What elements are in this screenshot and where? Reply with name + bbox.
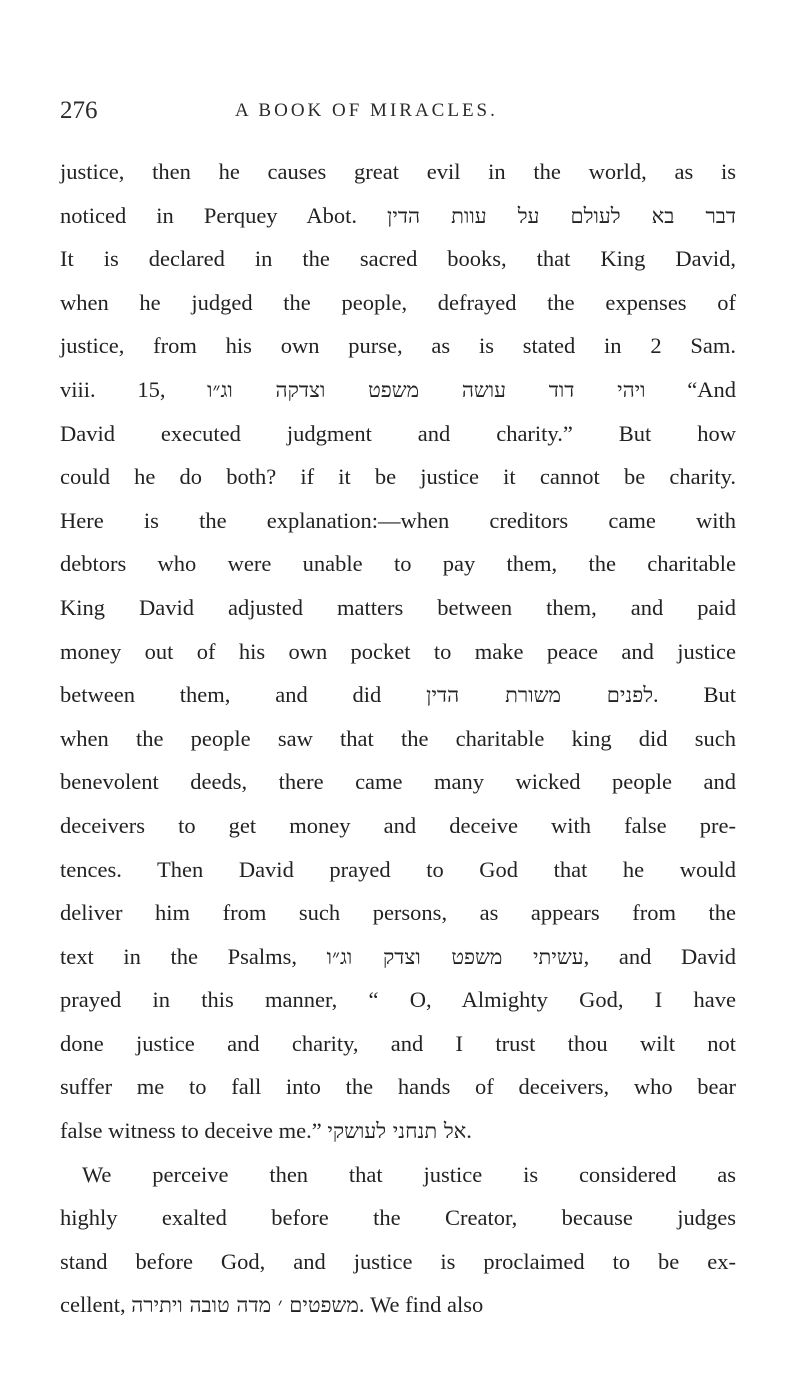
text-segment: done justice and charity, and I trust thou wilt not bbox=[60, 1030, 736, 1056]
hebrew-phrase: ויהי דוד עושה משפט וצדקה וג״ו bbox=[207, 377, 646, 402]
text-line bbox=[60, 150, 736, 194]
text-segment: highly exalted before the Creator, because judges bbox=[60, 1205, 736, 1231]
text-segment: . bbox=[466, 1118, 472, 1144]
text-segment: when he judged the people, defrayed the expenses of bbox=[60, 289, 736, 315]
text-segment: text in the Psalms, bbox=[60, 943, 327, 969]
text-line bbox=[60, 1022, 736, 1066]
text-segment: King David adjusted matters between them, and paid bbox=[60, 594, 736, 620]
text-line bbox=[60, 368, 736, 412]
hebrew-phrase: לפנים משורת הדין bbox=[426, 683, 654, 708]
text-segment: We perceive then that justice is considered as bbox=[82, 1161, 736, 1187]
text-line bbox=[60, 935, 736, 979]
text-line bbox=[60, 542, 736, 586]
text-line bbox=[60, 891, 736, 935]
running-title: A BOOK OF MIRACLES. bbox=[235, 100, 498, 121]
text-segment: could he do both? if it be justice it cannot be charity. bbox=[60, 464, 736, 490]
text-line bbox=[60, 237, 736, 281]
text-line bbox=[60, 1240, 736, 1284]
text-segment: cellent, bbox=[60, 1292, 132, 1318]
text-line bbox=[60, 1109, 736, 1153]
text-line bbox=[60, 848, 736, 892]
text-segment: false witness to deceive me.” bbox=[60, 1118, 328, 1144]
text-segment: stand before God, and justice is proclaimed to be ex- bbox=[60, 1248, 736, 1274]
text-segment: viii. 15, bbox=[60, 376, 208, 402]
text-line bbox=[60, 673, 736, 717]
text-line bbox=[60, 630, 736, 674]
text-segment: . We find also bbox=[358, 1292, 484, 1318]
text-line bbox=[60, 804, 736, 848]
text-line bbox=[60, 499, 736, 543]
text-segment: It is declared in the sacred books, that King David, bbox=[60, 246, 736, 272]
text-segment: Here is the explanation:—when creditors came with bbox=[60, 507, 736, 533]
text-line bbox=[60, 717, 736, 761]
text-line bbox=[60, 1065, 736, 1109]
text-line bbox=[60, 1196, 736, 1240]
running-head bbox=[60, 97, 740, 133]
text-segment: deliver him from such persons, as appears from the bbox=[60, 900, 736, 926]
text-segment: justice, then he causes great evil in the world, as is bbox=[60, 159, 736, 184]
text-segment: between them, and did bbox=[60, 682, 427, 708]
body-text bbox=[60, 150, 736, 1327]
text-line bbox=[60, 586, 736, 630]
text-segment: suffer me to fall into the hands of deceivers, who bear bbox=[60, 1074, 736, 1100]
text-segment: tences. Then David prayed to God that he would bbox=[60, 856, 736, 882]
text-line bbox=[60, 1283, 736, 1327]
text-segment: debtors who were unable to pay them, the charitable bbox=[60, 551, 736, 577]
hebrew-phrase: משפטים ׳ מדה טובה ויתירה bbox=[131, 1293, 359, 1318]
text-line bbox=[60, 760, 736, 804]
text-segment: , and David bbox=[583, 943, 736, 969]
text-line bbox=[60, 412, 736, 456]
text-segment: justice, from his own purse, as is stated in 2 Sam. bbox=[60, 333, 736, 359]
text-segment: money out of his own pocket to make peace and justice bbox=[60, 638, 736, 664]
text-segment: “And bbox=[645, 376, 736, 402]
hebrew-phrase: דבר בא לעולם על עוות הדין bbox=[387, 203, 737, 228]
text-line bbox=[60, 978, 736, 1022]
page-number: 276 bbox=[60, 97, 98, 124]
text-line bbox=[60, 281, 736, 325]
text-line bbox=[60, 455, 736, 499]
text-segment: when the people saw that the charitable king did such bbox=[60, 725, 736, 751]
text-line bbox=[60, 324, 736, 368]
text-line bbox=[60, 1153, 736, 1197]
text-line bbox=[60, 194, 736, 238]
text-segment: David executed judgment and charity.” But how bbox=[60, 420, 736, 446]
text-segment: benevolent deeds, there came many wicked people and bbox=[60, 769, 736, 795]
text-segment: . But bbox=[653, 682, 737, 708]
text-segment: deceivers to get money and deceive with false pre- bbox=[60, 812, 736, 838]
hebrew-phrase: עשיתי משפט וצדק וג״ו bbox=[326, 944, 584, 969]
text-segment: prayed in this manner, “ O, Almighty God, I have bbox=[60, 987, 736, 1013]
text-segment: noticed in Perquey Abot. bbox=[60, 202, 388, 228]
hebrew-phrase: אל תנחני לעושקי bbox=[327, 1119, 467, 1144]
